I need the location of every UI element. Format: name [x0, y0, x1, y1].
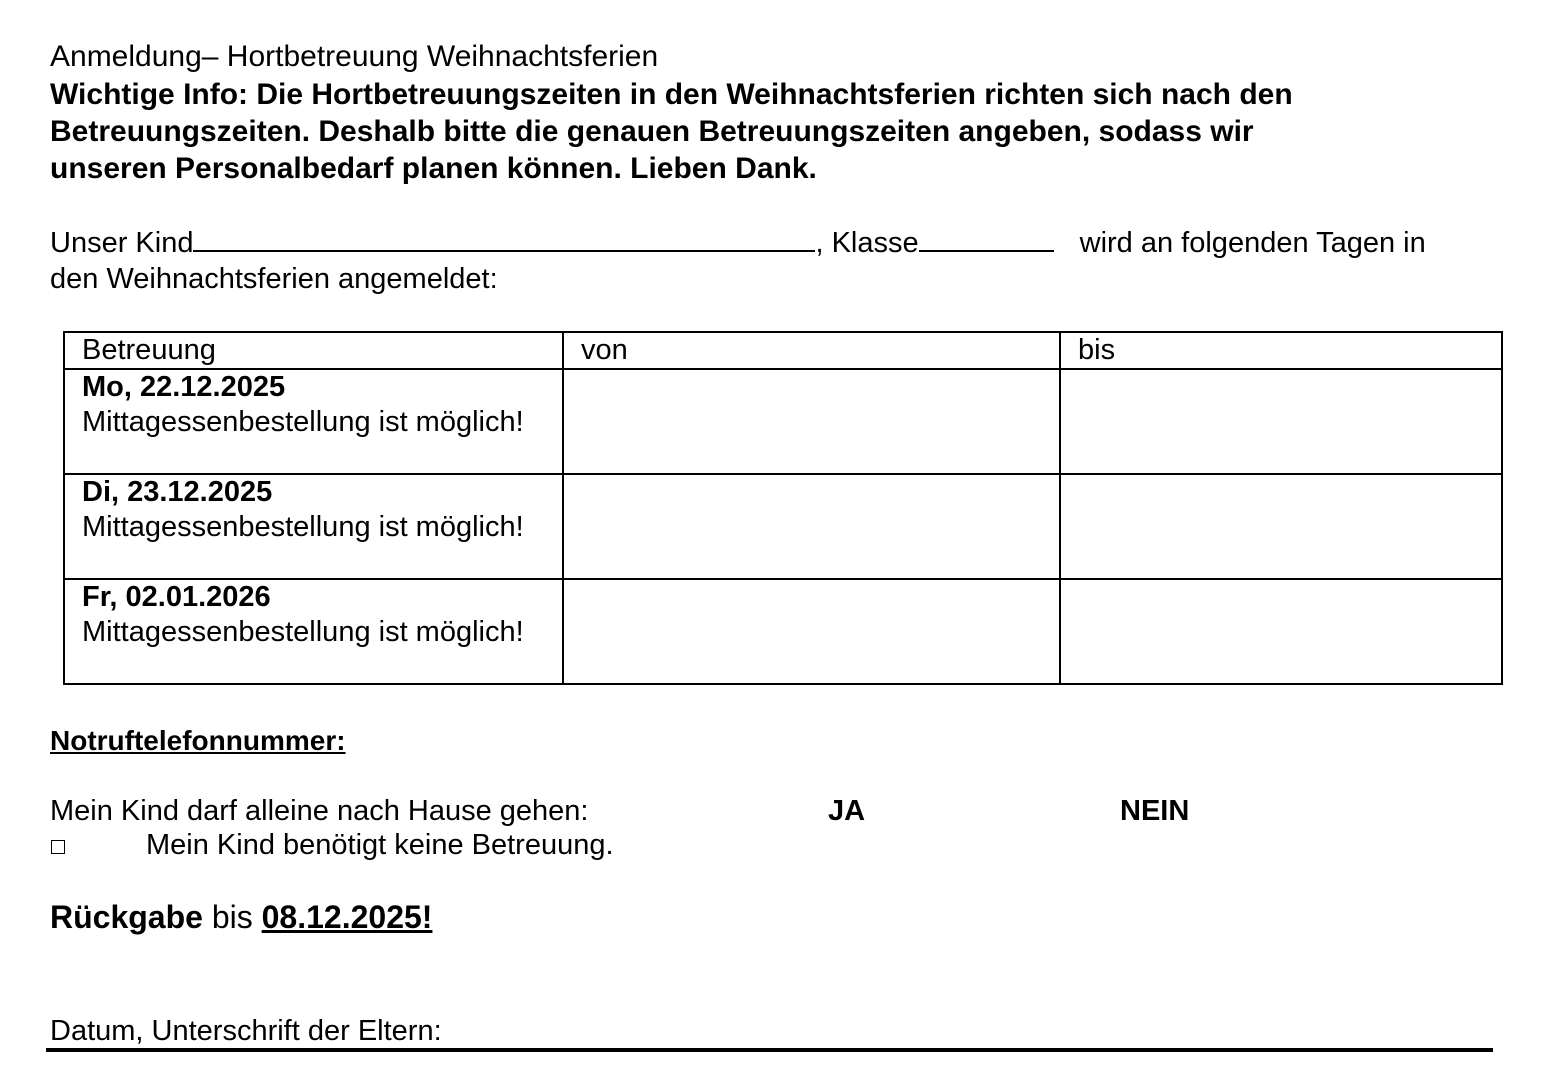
header-betreuung: Betreuung [64, 332, 563, 369]
lunch-note: Mittagessenbestellung ist möglich! [82, 616, 524, 648]
go-home-question: Mein Kind darf alleine nach Hause gehen: [50, 795, 589, 827]
lunch-note: Mittagessenbestellung ist möglich! [82, 511, 524, 543]
header-von: von [563, 332, 1060, 369]
return-deadline [50, 896, 432, 938]
lunch-note: Mittagessenbestellung ist möglich! [82, 406, 524, 438]
document-title: Anmeldung– Hortbetreuung Weihnachtsferien [50, 40, 659, 73]
table-row [64, 579, 1502, 684]
return-label: Rückgabe [50, 899, 203, 935]
child-name-field[interactable] [193, 226, 815, 252]
table-row [64, 474, 1502, 579]
class-field[interactable] [919, 226, 1054, 252]
day-label: Di, 23.12.2025 [82, 476, 273, 508]
info-line: unseren Personalbedarf planen können. Lieben Dank. [50, 152, 817, 185]
class-label: , Klasse [815, 227, 919, 259]
return-date: 08.12.2025! [261, 899, 433, 935]
day-cell [64, 579, 563, 684]
care-times-table [63, 331, 1503, 685]
header-bis: bis [1060, 332, 1502, 369]
enrollment-line-2: den Weihnachtsferien angemeldet: [50, 263, 498, 295]
no-care-checkbox[interactable] [51, 840, 65, 854]
bis-cell[interactable] [1060, 474, 1502, 579]
signature-label: Datum, Unterschrift der Eltern: [50, 1015, 442, 1047]
bis-cell[interactable] [1060, 579, 1502, 684]
enrollment-suffix: wird an folgenden Tagen in [1079, 227, 1426, 259]
day-label: Mo, 22.12.2025 [82, 371, 286, 403]
signature-line[interactable] [46, 1048, 1493, 1052]
no-option[interactable]: NEIN [1120, 795, 1190, 827]
von-cell[interactable] [563, 474, 1060, 579]
info-line: Betreuungszeiten. Deshalb bitte die genauen Betreuungszeiten angeben, sodass wir [50, 115, 1254, 148]
table-row [64, 369, 1502, 474]
yes-option[interactable]: JA [828, 795, 866, 827]
bis-cell[interactable] [1060, 369, 1502, 474]
info-line: Wichtige Info: Die Hortbetreuungszeiten in den Weihnachtsferien richten sich nach den [50, 78, 1293, 111]
return-middle: bis [202, 899, 262, 935]
day-cell [64, 474, 563, 579]
table-header-row [64, 332, 1502, 369]
enrollment-prefix: Unser Kind [50, 227, 194, 259]
von-cell[interactable] [563, 579, 1060, 684]
no-care-label: Mein Kind benötigt keine Betreuung. [146, 829, 614, 861]
enrollment-line [50, 224, 1426, 262]
day-cell [64, 369, 563, 474]
emergency-phone-label: Notruftelefonnummer: [50, 725, 346, 756]
important-info [50, 76, 1490, 187]
von-cell[interactable] [563, 369, 1060, 474]
day-label: Fr, 02.01.2026 [82, 581, 271, 613]
